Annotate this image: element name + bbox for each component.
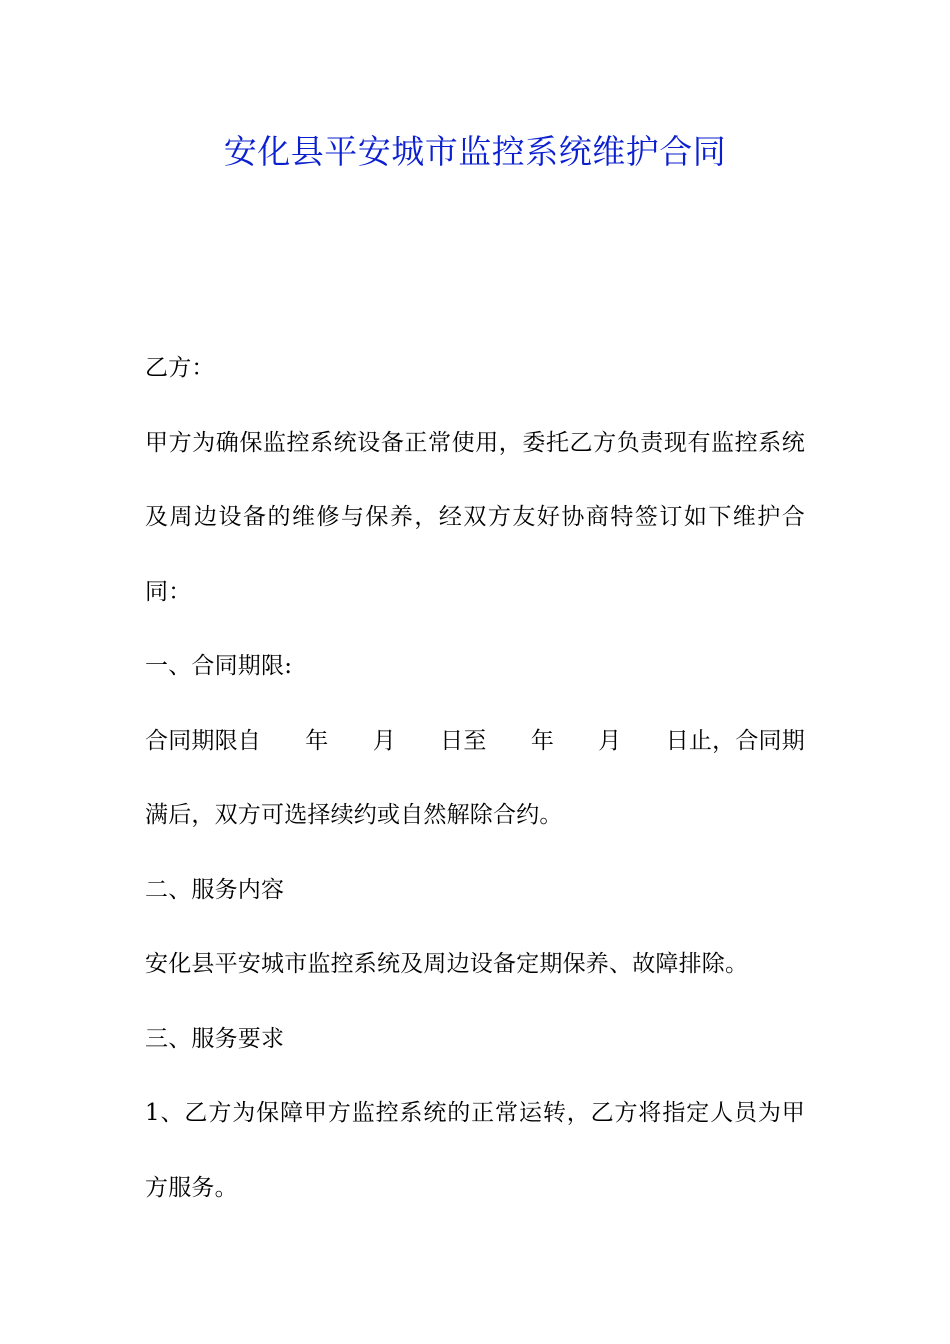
- intro-paragraph: 甲方为确保监控系统设备正常使用，委托乙方负责现有监控系统及周边设备的维修与保养，经双方友好协商特签订如下维护合同：: [145, 429, 805, 605]
- contract-term-line: [145, 704, 805, 779]
- term-part: 月: [598, 727, 622, 754]
- term-part: 日至: [440, 727, 487, 754]
- document-title: 安化县平安城市监控系统维护合同: [223, 132, 727, 171]
- term-part: 年: [530, 727, 555, 754]
- section-1-heading: 一、合同期限:: [145, 653, 293, 679]
- section-2-heading: 二、服务内容: [145, 876, 285, 903]
- term-part: 月: [372, 727, 396, 754]
- document-body: [145, 331, 805, 1225]
- section-2-content: 安化县平安城市监控系统及周边设备定期保养、故障排除。: [145, 951, 749, 977]
- section-3-heading: 三、服务要求: [145, 1025, 285, 1052]
- party-b-label: 乙方：: [145, 355, 215, 381]
- term-part: 年: [305, 727, 329, 754]
- requirement-item-1: 1、乙方为保障甲方监控系统的正常运转，乙方将指定人员为甲方服务。: [145, 1100, 805, 1201]
- term-continuation: 满后，双方可选择续约或自然解除合约。: [145, 802, 563, 828]
- term-part: 日止，合同期: [665, 727, 805, 754]
- term-part: 合同期限自: [145, 727, 261, 754]
